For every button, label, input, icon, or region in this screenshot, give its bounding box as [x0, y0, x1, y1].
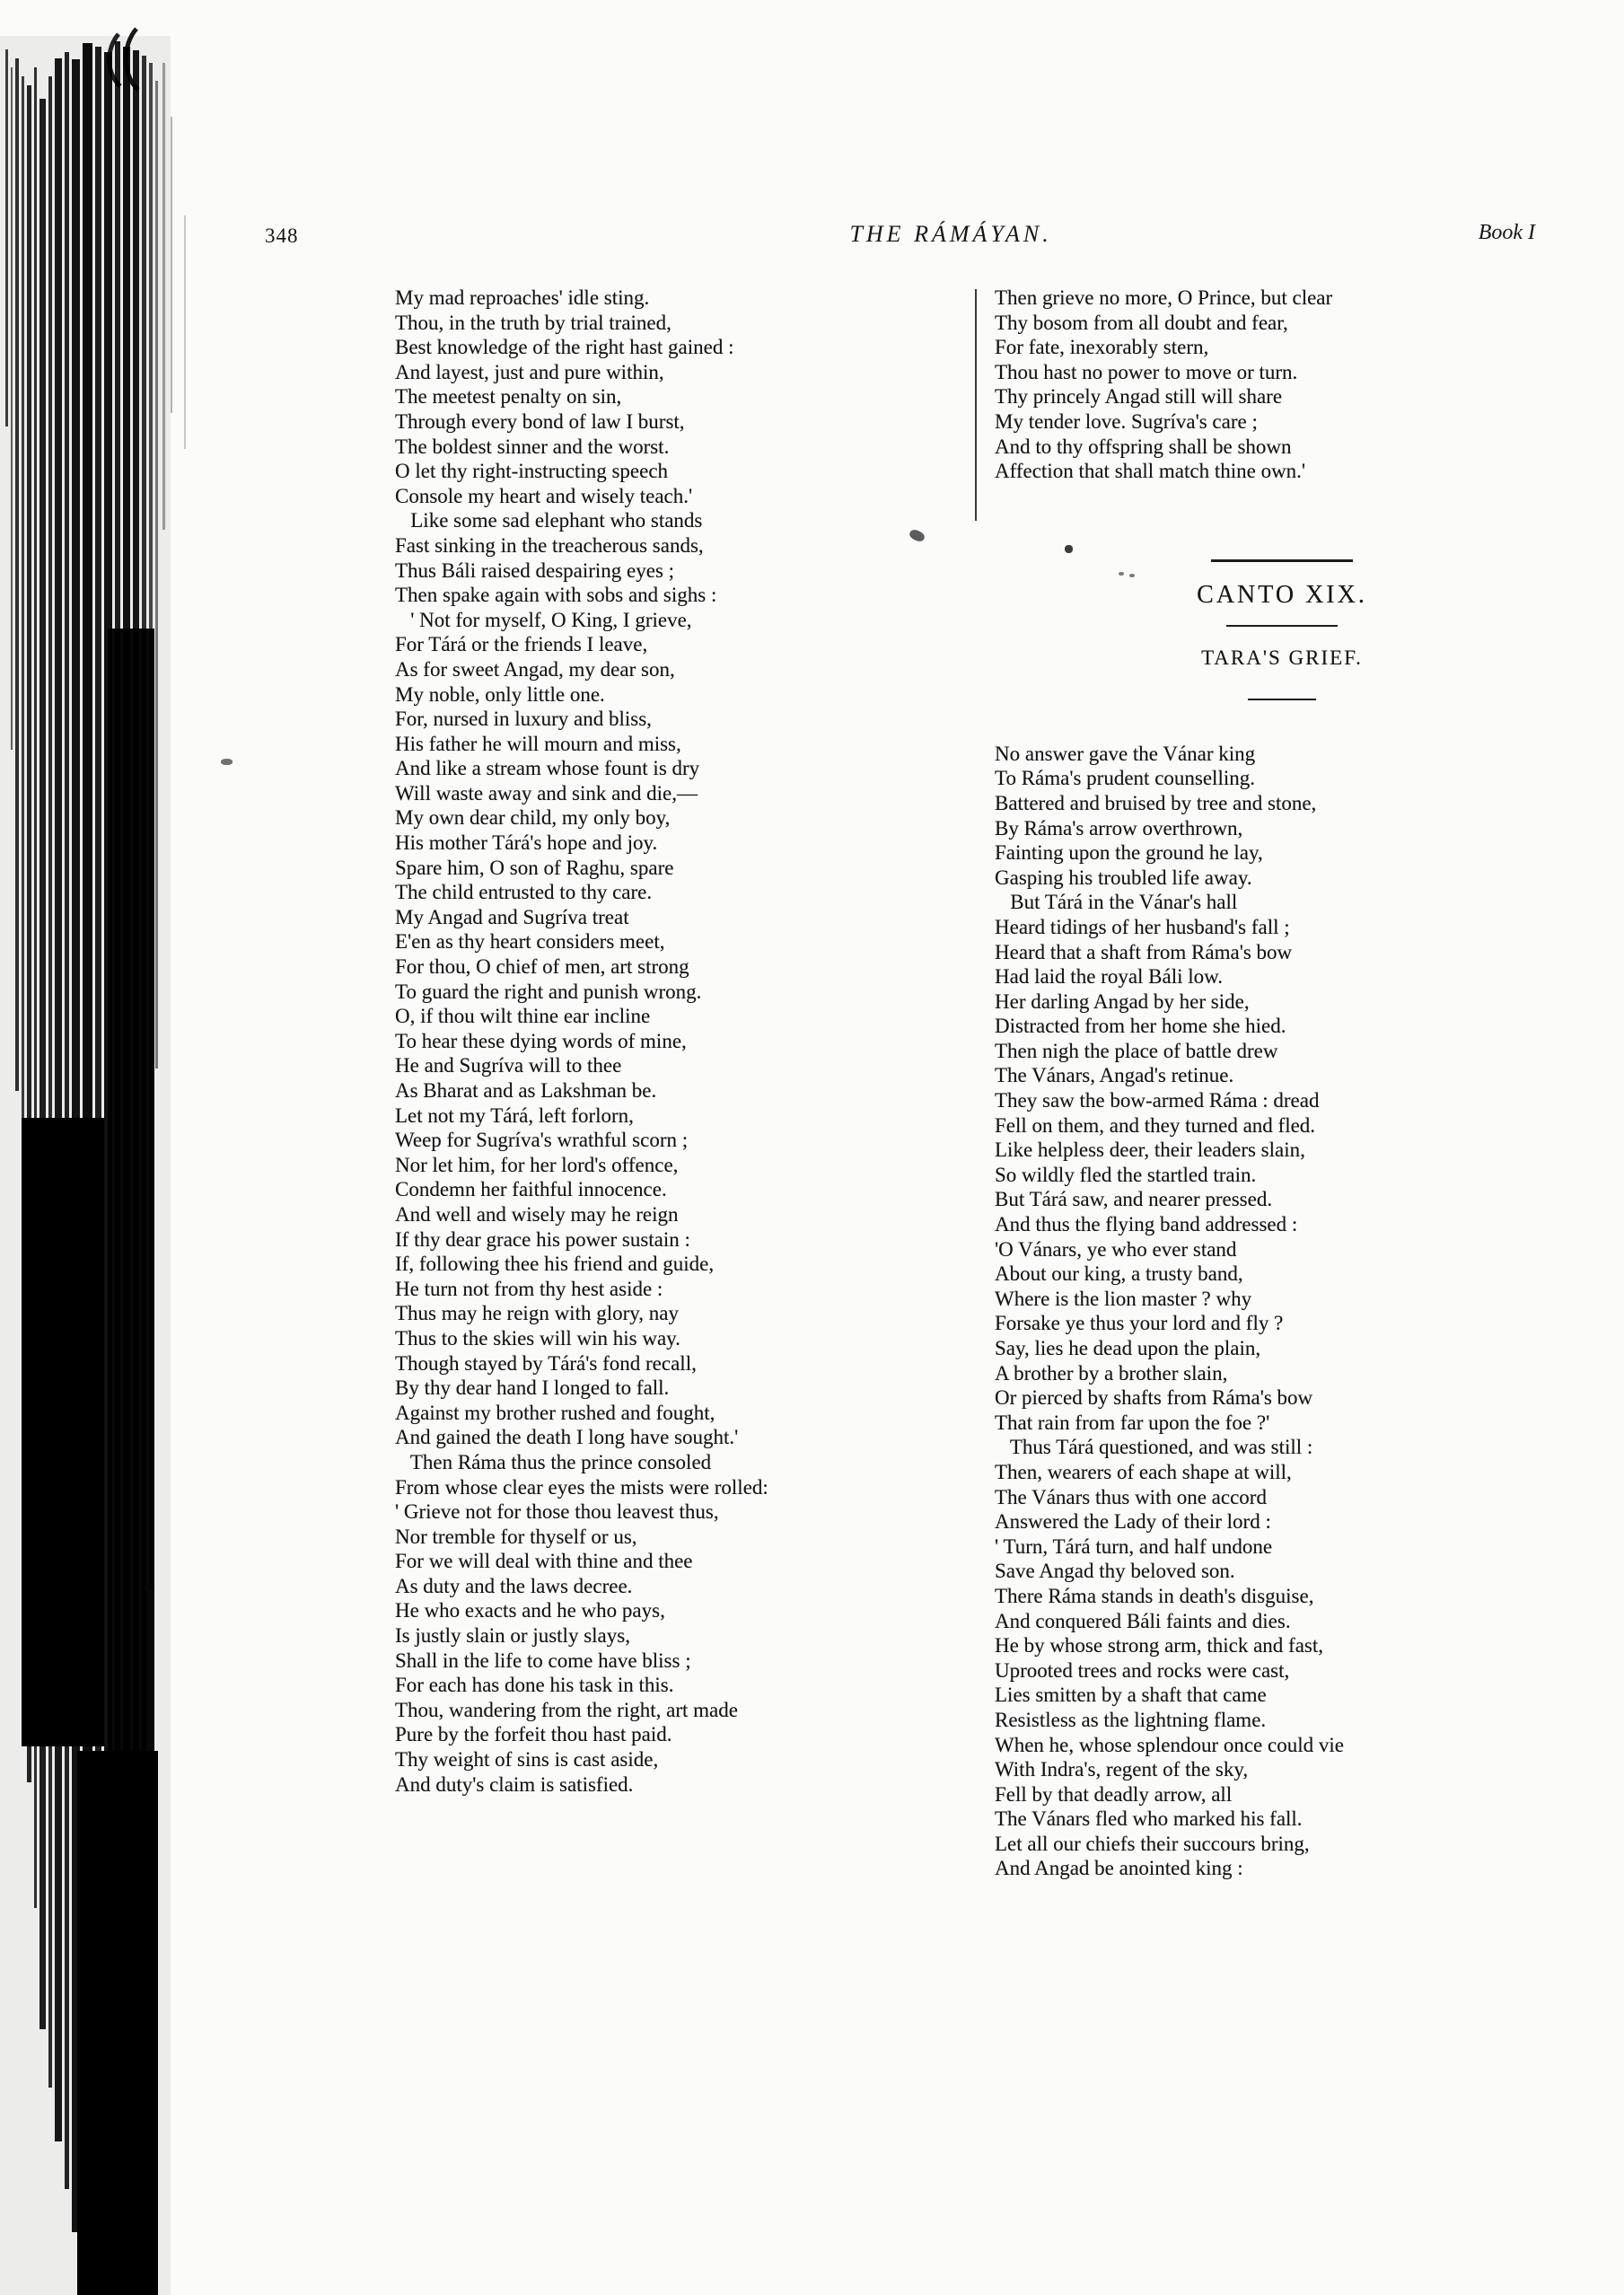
text-line: As duty and the laws decree.	[395, 1574, 633, 1597]
text-line: There Ráma stands in death's disguise,	[995, 1584, 1314, 1607]
ink-speck	[1065, 545, 1073, 553]
text-line: Then nigh the place of battle drew	[995, 1039, 1278, 1062]
text-line: The Vánars fled who marked his fall.	[995, 1807, 1303, 1831]
text-line: To Ráma's prudent counselling.	[995, 767, 1255, 790]
book-label: Book I	[1478, 221, 1535, 244]
text-line: Against my brother rushed and fought,	[395, 1401, 715, 1424]
text-line: Fast sinking in the treacherous sands,	[395, 533, 704, 557]
text-line: Thy weight of sins is cast aside,	[395, 1748, 659, 1772]
text-line: Gasping his troubled life away.	[995, 866, 1252, 889]
text-line: Her darling Angad by her side,	[995, 989, 1250, 1013]
text-line: And like a stream whose fount is dry	[395, 757, 700, 780]
text-line: Fell on them, and they turned and fled.	[995, 1113, 1316, 1137]
text-line: Lies smitten by a shaft that came	[995, 1684, 1267, 1707]
text-line: Spare him, O son of Raghu, spare	[395, 856, 674, 879]
text-line: To hear these dying words of mine,	[395, 1029, 687, 1052]
text-line: By thy dear hand I longed to fall.	[395, 1376, 670, 1400]
canto-block	[995, 559, 1569, 700]
scan-artifact	[0, 0, 269, 2295]
running-header	[265, 221, 1535, 253]
text-line: As for sweet Angad, my dear son,	[395, 657, 675, 681]
text-line: Battered and bruised by tree and stone,	[995, 791, 1317, 814]
page-number: 348	[265, 224, 299, 247]
text-line: So wildly fled the startled train.	[995, 1163, 1257, 1186]
text-line: With Indra's, regent of the sky,	[995, 1758, 1249, 1781]
text-line: Thus may he reign with glory, nay	[395, 1302, 679, 1325]
text-line: Through every bond of law I burst,	[395, 409, 685, 433]
text-line: ' Turn, Tárá turn, and half undone	[995, 1534, 1273, 1558]
text-line: My mad reproaches' idle sting.	[395, 286, 650, 309]
ornamental-rule	[1248, 699, 1316, 700]
text-line: Affection that shall match thine own.'	[995, 460, 1306, 483]
text-line: Then Ráma thus the prince consoled	[395, 1450, 712, 1473]
text-line: Say, lies he dead upon the plain,	[995, 1337, 1261, 1359]
text-line: Thus Tárá questioned, and was still :	[995, 1436, 1313, 1459]
text-line: If thy dear grace his power sustain :	[395, 1227, 690, 1251]
text-line: Fell by that deadly arrow, all	[995, 1782, 1233, 1806]
text-line: Condemn her faithful innocence.	[395, 1178, 667, 1201]
text-line: Then spake again with sobs and sighs :	[395, 584, 717, 607]
text-line: And well and wisely may he reign	[395, 1202, 679, 1226]
text-line: As Bharat and as Lakshman be.	[395, 1079, 657, 1102]
text-line: From whose clear eyes the mists were rolled:	[395, 1475, 768, 1499]
ornamental-rule	[1226, 625, 1338, 627]
text-line: Or pierced by shafts from Ráma's bow	[995, 1386, 1313, 1410]
text-line: The meetest penalty on sin,	[395, 385, 622, 409]
text-line: Console my heart and wisely teach.'	[395, 484, 693, 507]
text-line: They saw the bow-armed Ráma : dread	[995, 1089, 1320, 1112]
text-line: Resistless as the lightning flame.	[995, 1708, 1267, 1731]
text-line: When he, whose splendour once could vie	[995, 1733, 1344, 1756]
text-line: The child entrusted to thy care.	[395, 881, 653, 904]
section-heading: TARA'S GRIEF.	[1201, 646, 1363, 669]
text-line: Let all our chiefs their succours bring,	[995, 1832, 1310, 1855]
stanza	[995, 286, 1569, 484]
text-line: About our king, a trusty band,	[995, 1262, 1243, 1286]
ornamental-rule	[1211, 559, 1353, 562]
text-line: He and Sugríva will to thee	[395, 1054, 622, 1077]
stanza	[995, 742, 1569, 1881]
text-line: The Vánars, Angad's retinue.	[995, 1064, 1234, 1087]
ink-speck	[1119, 572, 1124, 576]
text-line: Though stayed by Tárá's fond recall,	[395, 1351, 697, 1375]
text-line: Then, wearers of each shape at will,	[995, 1460, 1292, 1483]
text-line: Where is the lion master ? why	[995, 1287, 1252, 1310]
text-line: The Vánars thus with one accord	[995, 1485, 1267, 1508]
text-line: Pure by the forfeit thou hast paid.	[395, 1723, 672, 1746]
text-line: And conquered Báli faints and dies.	[995, 1609, 1291, 1632]
text-line: Fainting upon the ground he lay,	[995, 841, 1263, 865]
text-line: Thou hast no power to move or turn.	[995, 360, 1298, 383]
text-line: My own dear child, my only boy,	[395, 806, 671, 830]
text-line: His mother Tárá's hope and joy.	[395, 831, 658, 855]
left-column	[395, 286, 977, 1797]
text-line: To guard the right and punish wrong.	[395, 980, 702, 1003]
text-line: And to thy offspring shall be shown	[995, 435, 1292, 458]
text-line: And thus the flying band addressed :	[995, 1213, 1298, 1236]
text-line: Heard tidings of her husband's fall ;	[995, 915, 1290, 938]
text-line: O let thy right-instructing speech	[395, 460, 669, 483]
text-line: Thus to the skies will win his way.	[395, 1326, 680, 1350]
text-line: Will waste away and sink and die,—	[395, 781, 698, 805]
text-line: But Tárá in the Vánar's hall	[995, 891, 1238, 914]
text-line: And gained the death I long have sought.'	[395, 1426, 739, 1449]
text-line: Thy bosom from all doubt and fear,	[995, 311, 1288, 334]
text-line: He who exacts and he who pays,	[395, 1599, 665, 1622]
text-line: For Tárá or the friends I leave,	[395, 633, 648, 656]
text-line: The boldest sinner and the worst.	[395, 435, 670, 458]
text-line: For, nursed in luxury and bliss,	[395, 708, 652, 731]
text-line: A brother by a brother slain,	[995, 1361, 1228, 1385]
text-line: Thy princely Angad still will share	[995, 385, 1283, 409]
text-line: Like some sad elephant who stands	[395, 509, 703, 532]
text-line: Weep for Sugríva's wrathful scorn ;	[395, 1129, 689, 1152]
text-line: Thou, wandering from the right, art made	[395, 1698, 738, 1721]
text-line: But Tárá saw, and nearer pressed.	[995, 1188, 1273, 1211]
text-line: Heard that a shaft from Ráma's bow	[995, 940, 1293, 963]
text-line: My noble, only little one.	[395, 682, 605, 706]
text-line: My tender love. Sugríva's care ;	[995, 409, 1258, 433]
text-line: And layest, just and pure within,	[395, 360, 664, 383]
text-line: ' Not for myself, O King, I grieve,	[395, 608, 692, 631]
text-line: If, following thee his friend and guide,	[395, 1253, 715, 1276]
text-line: Forsake ye thus your lord and fly ?	[995, 1312, 1284, 1335]
text-line: By Ráma's arrow overthrown,	[995, 816, 1243, 840]
text-line: For fate, inexorably stern,	[995, 336, 1209, 359]
text-line: Let not my Tárá, left forlorn,	[395, 1104, 634, 1127]
text-line: He by whose strong arm, thick and fast,	[995, 1634, 1324, 1658]
text-line: Then grieve no more, O Prince, but clear	[995, 286, 1333, 309]
text-line: No answer gave the Vánar king	[995, 742, 1256, 765]
text-line: And Angad be anointed king :	[995, 1857, 1243, 1880]
right-column	[995, 286, 1569, 1881]
text-line: O, if thou wilt thine ear incline	[395, 1005, 651, 1028]
text-line: Shall in the life to come have bliss ;	[395, 1649, 691, 1672]
text-line: Save Angad thy beloved son.	[995, 1560, 1235, 1583]
text-line: Nor tremble for thyself or us,	[395, 1525, 637, 1548]
text-line: And duty's claim is satisfied.	[395, 1772, 634, 1796]
text-line: Distracted from her home she hied.	[995, 1015, 1286, 1038]
text-line: He turn not from thy hest aside :	[395, 1277, 663, 1300]
running-title: THE RÁMÁYAN.	[849, 221, 1052, 247]
text-line: That rain from far upon the foe ?'	[995, 1411, 1270, 1434]
text-line: For we will deal with thine and thee	[395, 1550, 693, 1573]
text-line: E'en as thy heart considers meet,	[395, 930, 665, 954]
text-line: Answered the Lady of their lord :	[995, 1510, 1271, 1534]
text-line: Is justly slain or justly slays,	[395, 1624, 630, 1648]
ink-speck	[221, 759, 233, 765]
text-line: Uprooted trees and rocks were cast,	[995, 1658, 1290, 1682]
text-line: My Angad and Sugríva treat	[395, 905, 629, 928]
text-line: His father he will mourn and miss,	[395, 732, 681, 755]
text-line: For each has done his task in this.	[395, 1674, 674, 1697]
canto-heading: CANTO XIX.	[1197, 580, 1367, 609]
text-line: Thou, in the truth by trial trained,	[395, 311, 672, 334]
text-line: Had laid the royal Báli low.	[995, 965, 1223, 989]
text-line: For thou, O chief of men, art strong	[395, 955, 689, 979]
text-line: Like helpless deer, their leaders slain,	[995, 1139, 1305, 1162]
text-line: Nor let him, for her lord's offence,	[395, 1153, 679, 1176]
text-line: ' Grieve not for those thou leavest thus,	[395, 1500, 719, 1524]
text-line: Thus Báli raised despairing eyes ;	[395, 558, 675, 582]
text-line: 'O Vánars, ye who ever stand	[995, 1237, 1237, 1261]
text-line: Best knowledge of the right hast gained :	[395, 336, 734, 359]
